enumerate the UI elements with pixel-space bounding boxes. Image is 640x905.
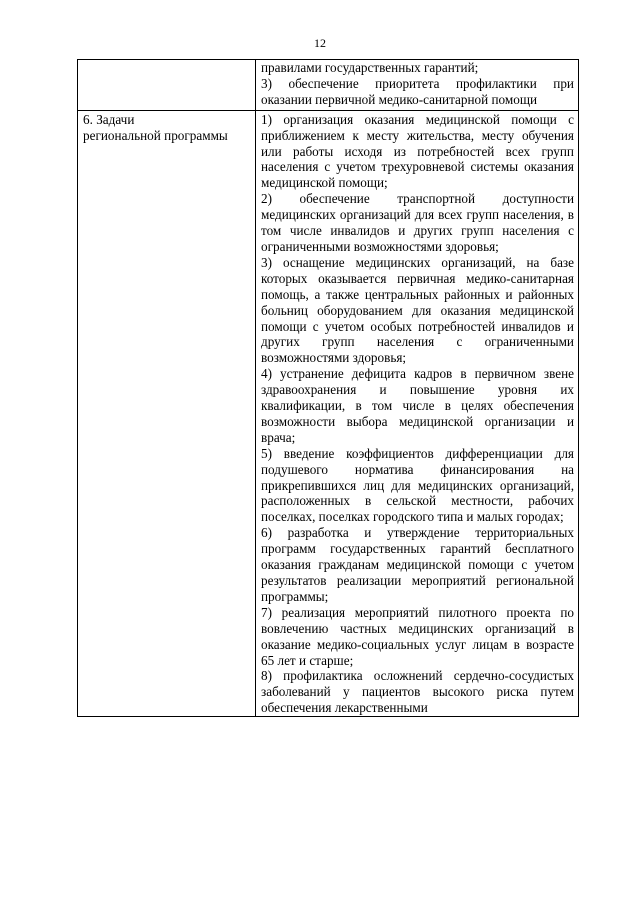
task-item-3: 3) оснащение медицинских организаций, на базе которых оказывается первичная медико-санитарная помощь, а также центральных районных и районных больниц оборудованием для оказания медицинской помощи с учетом особых потребностей инвалидов и других групп населения с ограниченными возможностями здоровья; <box>261 254 574 366</box>
table-cell-left <box>78 60 256 111</box>
program-table <box>77 59 579 717</box>
task-item-7: 7) реализация мероприятий пилотного проекта по вовлечению частных медицинских организаций в оказание медико-социальных услуг лицам в возрасте 65 лет и старше; <box>261 604 574 668</box>
row2-left-title-line1: 6. Задачи <box>83 111 135 127</box>
table-cell-right <box>256 60 579 111</box>
page-number: 12 <box>314 36 326 50</box>
table-row <box>78 60 579 111</box>
task-item-2: 2) обеспечение транспортной доступности медицинских организаций для всех групп населения, в том числе инвалидов и других групп населения с ограниченными возможностями здоровья; <box>261 191 574 254</box>
row1-paragraph: 3) обеспечение приоритета профилактики при оказании первичной медико-санитарной помощи <box>261 75 574 107</box>
table-cell-right <box>256 110 579 716</box>
table-row <box>78 110 579 716</box>
table-cell-left <box>78 110 256 716</box>
row2-left-title-line2: региональной программы <box>83 127 228 143</box>
task-item-1: 1) организация оказания медицинской помощи с приближением к месту жительства, месту обучения или работы исходя из потребностей всех групп населения с учетом трехуровневой системы оказания медицинской помощи; <box>261 111 574 191</box>
task-item-8: 8) профилактика осложнений сердечно-сосудистых заболеваний у пациентов высокого риска путем обеспечения лекарственными <box>261 668 574 716</box>
task-item-6: 6) разработка и утверждение территориальных программ государственных гарантий бесплатного оказания гражданам медицинской помощи с учетом результатов реализации мероприятий региональной программы; <box>261 525 574 604</box>
row1-paragraph: правилами государственных гарантий; <box>261 60 479 75</box>
task-item-5: 5) введение коэффициентов дифференциации для подушевого норматива финансирования на прикрепившихся лиц для медицинских организаций, расположенных в сельской местности, рабочих поселках, поселках городского типа и малых городах; <box>261 445 574 525</box>
task-item-4: 4) устранение дефицита кадров в первичном звене здравоохранения и повышение уровня их квалификации, в том числе в целях обеспечения возможности выбора медицинской организации и врача; <box>261 366 574 445</box>
